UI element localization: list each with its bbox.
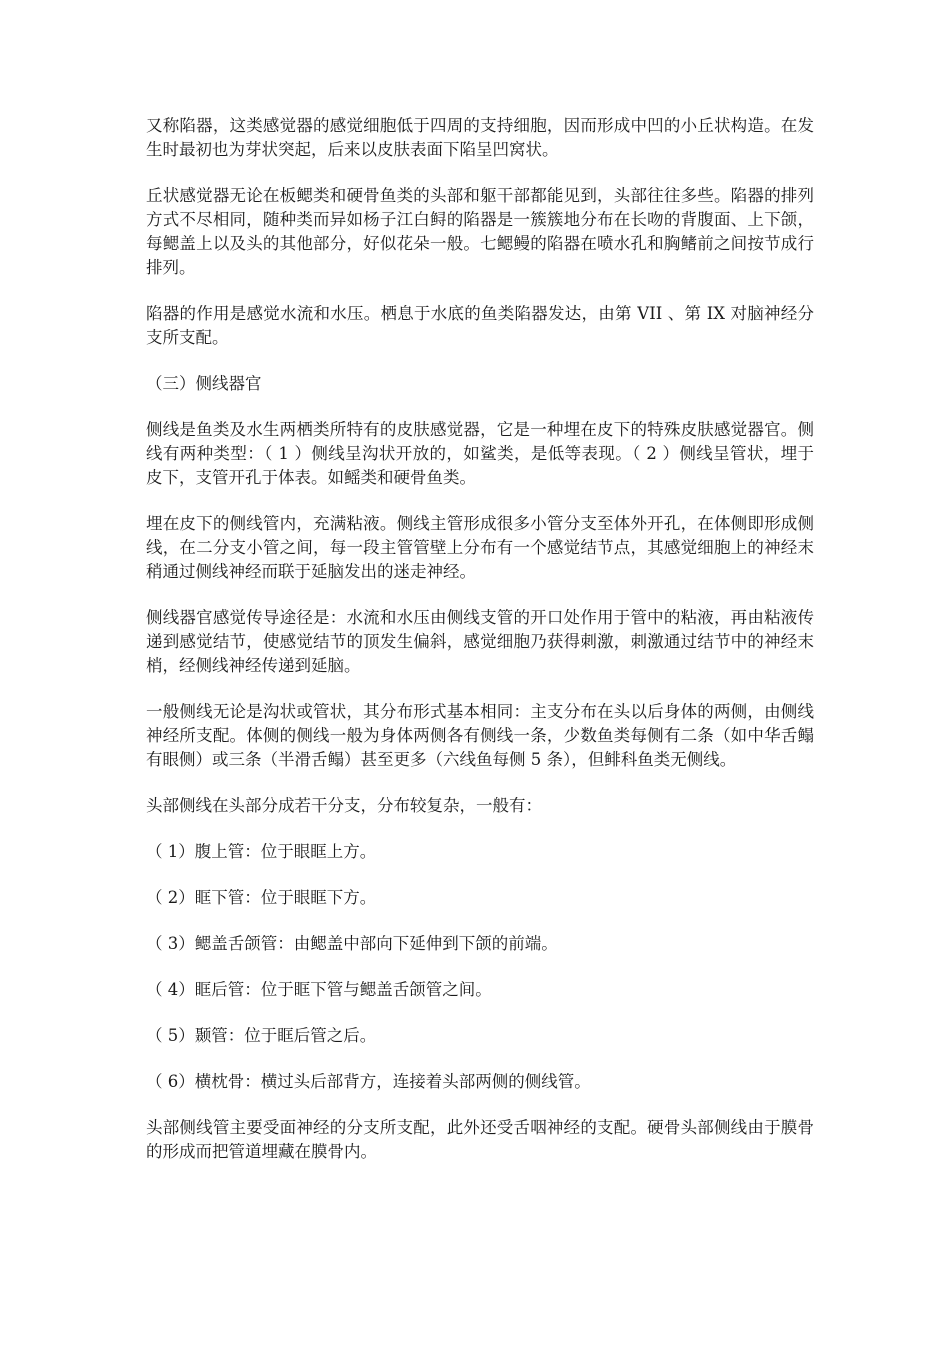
section-heading-lateral-line: （三）侧线器官 xyxy=(146,374,262,393)
paragraph-head-lateral-line-intro: 头部侧线在头部分成若干分支，分布较复杂，一般有： xyxy=(146,796,542,815)
list-item: （ 4）眶后管：位于眶下管与鳃盖舌颌管之间。 xyxy=(146,980,492,999)
list-item: （ 6）横枕骨：横过头后部背方，连接着头部两侧的侧线管。 xyxy=(146,1072,591,1091)
paragraph-pit-organ-function: 陷器的作用是感觉水流和水压。栖息于水底的鱼类陷器发达，由第 VII 、第 IX 对脑神经分支所支配。 xyxy=(146,304,814,347)
paragraph-lateral-line-types: 侧线是鱼类及水生两栖类所特有的皮肤感觉器，它是一种埋在皮下的特殊皮肤感觉器官。侧线有两种类型：（ 1 ）侧线呈沟状开放的，如鲨类，是低等表现。（ 2 ）侧线呈管状，埋于皮下，支管开孔于体表。如鳐类和硬骨鱼类。 xyxy=(146,420,814,487)
list-item: （ 2）眶下管：位于眼眶下方。 xyxy=(146,888,377,907)
paragraph-pit-organ-definition: 又称陷器，这类感觉器的感觉细胞低于四周的支持细胞，因而形成中凹的小丘状构造。在发生时最初也为芽状突起，后来以皮肤表面下陷呈凹窝状。 xyxy=(146,116,814,159)
paragraph-lateral-line-conduction: 侧线器官感觉传导途径是：水流和水压由侧线支管的开口处作用于管中的粘液，再由粘液传递到感觉结节，使感觉结节的顶发生偏斜，感觉细胞乃获得刺激，刺激通过结节中的神经末梢，经侧线神经传递到延脑。 xyxy=(146,608,814,675)
list-item: （ 5）颞管：位于眶后管之后。 xyxy=(146,1026,377,1045)
paragraph-head-lateral-line-innervation: 头部侧线管主要受面神经的分支所支配，此外还受舌咽神经的支配。硬骨头部侧线由于膜骨的形成而把管道埋藏在膜骨内。 xyxy=(146,1118,814,1161)
list-item: （ 3）鳃盖舌颌管：由鳃盖中部向下延伸到下颌的前端。 xyxy=(146,934,558,953)
paragraph-lateral-line-canal: 埋在皮下的侧线管内，充满粘液。侧线主管形成很多小管分支至体外开孔，在体侧即形成侧线，在二分支小管之间，每一段主管管壁上分布有一个感觉结节点，其感觉细胞上的神经末稍通过侧线神经而联于延脑发出的迷走神经。 xyxy=(146,514,814,581)
paragraph-lateral-line-distribution: 一般侧线无论是沟状或管状，其分布形式基本相同：主支分布在头以后身体的两侧，由侧线神经所支配。体侧的侧线一般为身体两侧各有侧线一条，少数鱼类每侧有二条（如中华舌鳎有眼侧）或三条（半滑舌鳎）甚至更多（六线鱼每侧 5 条），但鲱科鱼类无侧线。 xyxy=(146,702,814,769)
document-body xyxy=(146,114,814,1186)
list-item: （ 1）腹上管：位于眼眶上方。 xyxy=(146,842,377,861)
paragraph-pit-organ-distribution: 丘状感觉器无论在板鳃类和硬骨鱼类的头部和躯干部都能见到，头部往往多些。陷器的排列方式不尽相同，随种类而异如杨子江白鲟的陷器是一簇簇地分布在长吻的背腹面、上下颌，每鳃盖上以及头的其他部分，好似花朵一般。七鳃鳗的陷器在喷水孔和胸鳍前之间按节成行排列。 xyxy=(146,186,814,277)
